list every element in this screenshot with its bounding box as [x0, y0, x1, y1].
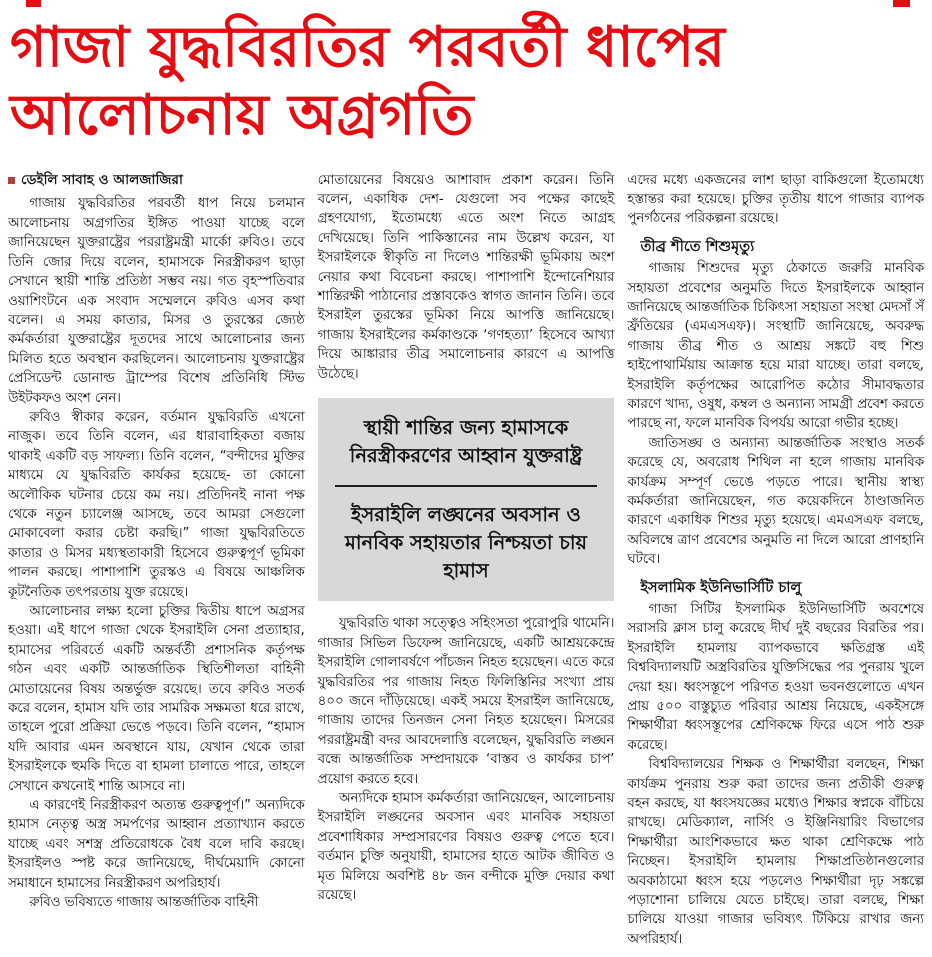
- article-paragraph: বিশ্ববিদ্যালয়ের শিক্ষক ও শিক্ষার্থীরা বলছেন, শিক্ষা কার্যক্রম পুনরায় শুরু করা তাদের জন্য প্রতীকী গুরুত্ব বহন করছে, যা ধ্বংসযজ্ঞের মধ্যেও শিক্ষার স্বপ্নকে বাঁচিয়ে রাখছে। মেডিক্যাল, নার্সিং ও ইঞ্জিনিয়ারিং বিভাগের শিক্ষার্থীরা আংশিকভাবে ক্ষত থাকা শ্রেণিকক্ষে পাঠ নিচ্ছেন। ইসরাইলি হামলায় শিক্ষাপ্রতিষ্ঠানগুলোর অবকাঠামো ধ্বংস হয়ে পড়লেও শিক্ষার্থীরা দৃঢ় সঙ্কল্পে পড়াশোনা চালিয়ে যেতে চাইছে। তারা বলছে, শিক্ষা চালিয়ে যাওয়া গাজার ভবিষ্যৎ টিকিয়ে রাখার জন্য অপরিহার্য।: [627, 757, 925, 947]
- article-paragraph: যুদ্ধবিরতি থাকা সত্ত্বেও সহিংসতা পুরোপুরি থামেনি। গাজার সিভিল ডিফেন্স জানিয়েছে, একটি আশ্রয়কেন্দ্রে ইসরাইলি গোলাবর্ষণে পাঁচজন নিহত হয়েছেন। এতে করে যুদ্ধবিরতির পর গাজায় নিহত ফিলিস্তিনির সংখ্যা প্রায় ৪০০ জনে দাঁড়িয়েছে। একই সময়ে ইসরাইল জানিয়েছে, গাজায় তাদের তিনজন সেনা নিহত হয়েছেন। মিসরের পররাষ্ট্রমন্ত্রী বদর আবদেলাত্তি বলেছেন, যুদ্ধবিরতি লঙ্ঘন বন্ধে আন্তর্জাতিক সম্প্রদায়কে ‘বাস্তব ও কার্যকর চাপ’ প্রয়োগ করতে হবে।: [317, 616, 615, 787]
- article-paragraph: এ কারণেই নিরস্ত্রীকরণ অত্যন্ত গুরুত্বপূর্ণ।” অন্যদিকে হামাস নেতৃত্ব অস্ত্র সমর্পণের আহ্বান প্রত্যাখ্যান করতে যাচ্ছে এবং সশস্ত্র প্রতিরোধকে বৈধ বলে দাবি করছে। ইসরাইলও স্পষ্ট করে জানিয়েছে, দীর্ঘমেয়াদি কোনো সমাধানে হামাসের নিরস্ত্রীকরণ অপরিহার্য।: [8, 798, 305, 891]
- article-paragraph: এদের মধ্যে একজনের লাশ ছাড়া বাকিগুলো ইতোমধ্যে হস্তান্তর করা হয়েছে। চুক্তির তৃতীয় ধাপে গাজার ব্যাপক পুনর্গঠনের পরিকল্পনা রয়েছে।: [627, 172, 925, 227]
- article-paragraph: গাজায় যুদ্ধবিরতির পরবর্তী ধাপ নিয়ে চলমান আলোচনায় অগ্রগতির ইঙ্গিত পাওয়া যাচ্ছে বলে জানিয়েছেন যুক্তরাষ্ট্রের পররাষ্ট্রমন্ত্রী মার্কো রুবিও। তবে তিনি জোর দিয়ে বলেন, হামাসকে নিরস্ত্রীকরণ ছাড়া সেখানে স্থায়ী শান্তি প্রতিষ্ঠা সম্ভব নয়। গত বৃহস্পতিবার ওয়াশিংটনে এক সংবাদ সম্মেলনে রুবিও এসব কথা বলেন। এ সময় কাতার, মিসর ও তুরস্কের জ্যেষ্ঠ কর্মকর্তারা যুক্তরাষ্ট্রের দূতদের সাথে আলোচনার জন্য মিলিত হতে অবস্থান করছিলেন। আলোচনায় যুক্তরাষ্ট্রের প্রেসিডেন্ট ডোনাল্ড ট্রাম্পের বিশেষ প্রতিনিধি স্টিভ উইটকফও অংশ নেন।: [8, 196, 305, 406]
- article-paragraph: গাজা সিটির ইসলামিক ইউনিভার্সিটি অবশেষে সরাসরি ক্লাস চালু করেছে দীর্ঘ দুই বছরের বিরতির পর। ইসরাইলি হামলায় ব্যাপকভাবে ক্ষতিগ্রস্ত এই বিশ্ববিদ্যালয়টি অস্ত্রবিরতির যুক্তিসিদ্ধের পর পুনরায় খুলে দেয়া হয়। ধ্বংসস্তূপে পরিণত হওয়া ভবনগুলোতে এখন প্রায় ৫০০ বাস্তুচ্যুত পরিবার আশ্রয় নিয়েছে, একইসঙ্গে শিক্ষার্থীরা ধ্বংসস্তূপের শ্রেণিকক্ষে ফিরে এসে পাঠ শুরু করেছে।: [627, 601, 925, 753]
- masthead-fragment-left: [26, 0, 41, 7]
- article-paragraph: মোতায়েনের বিষয়েও আশাবাদ প্রকাশ করেন। তিনি বলেন, একাধিক দেশ- যেগুলো সব পক্ষের কাছেই গ্রহণযোগ্য, ইতোমধ্যে এতে অংশ নিতে আগ্রহ দেখিয়েছে। তিনি পাকিস্তানের নাম উল্লেখ করেন, যা ইসরাইলকে স্বীকৃতি না দিলেও শান্তিরক্ষী ভূমিকায় অংশ নেয়ার কথা বিবেচনা করছে। পাশাপাশি ইন্দোনেশিয়ার শান্তিরক্ষী পাঠানোর প্রস্তাবকেও স্বাগত জানান তিনি। তবে ইসরাইল তুরস্কের ভূমিকা নিয়ে আপত্তি জানিয়েছে। গাজায় ইসরাইলের কর্মকাণ্ডকে ‘গণহত্যা’ হিসেবে আখ্যা দিয়ে আঙ্কারার তীব্র সমালোচনার কারণে এ আপত্তি উঠেছে।: [317, 172, 615, 382]
- pull-quote-box: [318, 398, 615, 601]
- article-paragraph: অন্যদিকে হামাস কর্মকর্তারা জানিয়েছেন, আলোচনায় ইসরাইলি লঙ্ঘনের অবসান এবং মানবিক সহায়তা প্রবেশাধিকার সম্প্রসারণের বিষয়ও গুরুত্ব পেতে হবে। বর্তমান চুক্তি অনুযায়ী, হামাসের হাতে আটক জীবিত ও মৃত মিলিয়ে অবশিষ্ট ৪৮ জন বন্দীকে মুক্তি দেয়ার কথা রয়েছে।: [317, 791, 615, 904]
- article-paragraph: রুবিও ভবিষ্যতে গাজায় আন্তর্জাতিক বাহিনী: [29, 895, 259, 911]
- article-paragraph: জাতিসঙ্ঘ ও অন্যান্য আন্তর্জাতিক সংস্থাও সতর্ক করেছে যে, অবরোধ শিথিল না হলে গাজায় মানবিক কার্যক্রম সম্পূর্ণ ভেঙে পড়তে পারে। স্থানীয় স্বাস্থ্য কর্মকর্তারা জানিয়েছেন, গত কয়েকদিনে ঠাণ্ডাজনিত কারণে একাধিক শিশুর মৃত্যু হয়েছে। এমএসএফ বলছে, অবিলম্বে ত্রাণ প্রবেশের অনুমতি না দিলে আরো প্রাণহানি ঘটবে।: [627, 435, 925, 568]
- article-paragraph: গাজায় শিশুদের মৃত্যু ঠেকাতে জরুরি মানবিক সহায়তা প্রবেশের অনুমতি দিতে ইসরাইলকে আহ্বান জানিয়েছে আন্তর্জাতিক চিকিৎসা সহায়তা সংস্থা মেদসাঁ সঁ ফ্রঁতিয়ের (এমএসএফ)। সংস্থাটি জানিয়েছে, অবরুদ্ধ গাজায় তীব্র শীত ও আশ্রয় সঙ্কটে বহু শিশু হাইপোথার্মিয়ায় আক্রান্ত হয়ে মারা যাচ্ছে। তারা বলছে, ইসরাইলি কর্তৃপক্ষের আরোপিত কঠোর সীমাবদ্ধতার কারণে খাদ্য, ওষুধ, কম্বল ও অন্যান্য সামগ্রী প্রবেশ করতে পারছে না, ফলে মানবিক বিপর্যয় আরো গভীর হচ্ছে।: [627, 261, 925, 432]
- article-headline: [8, 8, 924, 163]
- headline-line-2: আলোচনায় অগ্রগতি: [10, 83, 474, 149]
- subhead-child-deaths: তীব্র শীতে শিশুমৃত্যু: [640, 237, 755, 255]
- byline-text: ডেইলি সাবাহ ও আলজাজিরা: [21, 171, 183, 188]
- column-2: [318, 171, 615, 950]
- article-paragraph: আলোচনার লক্ষ্য হলো চুক্তির দ্বিতীয় ধাপে অগ্রসর হওয়া। এই ধাপে গাজা থেকে ইসরাইলি সেনা প্রত্যাহার, হামাসের পরিবর্তে একটি অন্তর্বর্তী প্রশাসনিক কর্তৃপক্ষ গঠন এবং একটি আন্তর্জাতিক স্থিতিশীলতা বাহিনী মোতায়েনের বিষয় অন্তর্ভুক্ত রয়েছে। তবে রুবিও সতর্ক করে বলেন, হামাস যদি তার সামরিক সক্ষমতা ধরে রাখে, তাহলে পুরো প্রক্রিয়া ভেঙে পড়বে। তিনি বলেন, “হামাস যদি আবার এমন অবস্থানে যায়, যেখান থেকে তারা ইসরাইলকে হুমকি দিতে বা হামলা চালাতে পারে, তাহলে সেখানে কখনোই শান্তি আসবে না।: [8, 604, 305, 794]
- pull-quote-2: ইসরাইলি লঙ্ঘনের অবসান ও মানবিক সহায়তার নিশ্চয়তা চায় হামাস: [345, 502, 587, 583]
- pull-quote-divider: [335, 485, 598, 487]
- column-1: [8, 171, 305, 950]
- pull-quote-1: স্থায়ী শান্তির জন্য হামাসকে নিরস্ত্রীকরণের আহ্বান যুক্তরাষ্ট্র: [349, 416, 583, 468]
- masthead-fragment-right: [893, 0, 910, 7]
- headline-line-1: গাজা যুদ্ধবিরতির পরবর্তী ধাপের: [10, 15, 725, 80]
- subhead-islamic-university: ইসলামিক ইউনিভার্সিটি চালু: [640, 578, 802, 596]
- article-paragraph: রুবিও স্বীকার করেন, বর্তমান যুদ্ধবিরতি এখনো নাজুক। তবে তিনি বলেন, এর ধারাবাহিকতা বজায় থাকাই একটি বড় সাফল্য। তিনি বলেন, “বন্দীদের মুক্তির মাধ্যমে যে যুদ্ধবিরতি কার্যকর হয়েছে- তা কোনো অলৌকিক ঘটনার চেয়ে কম নয়। প্রতিদিনই নানা পক্ষ থেকে নতুন চ্যালেঞ্জ আসছে, তবে আমরা সেগুলো মোকাবেলা করার চেষ্টা করছি।” গাজা যুদ্ধবিরতিতে কাতার ও মিসর মধ্যস্থতাকারী হিসেবে গুরুত্বপূর্ণ ভূমিকা পালন করছে। পাশাপাশি তুরস্কও এ বিষয়ে আঞ্চলিক কূটনৈতিক তৎপরতায় যুক্ত রয়েছে।: [8, 409, 305, 600]
- article-columns: [8, 171, 924, 950]
- column-3: [627, 171, 924, 950]
- byline-bullet-icon: [8, 177, 15, 184]
- byline: [8, 171, 305, 191]
